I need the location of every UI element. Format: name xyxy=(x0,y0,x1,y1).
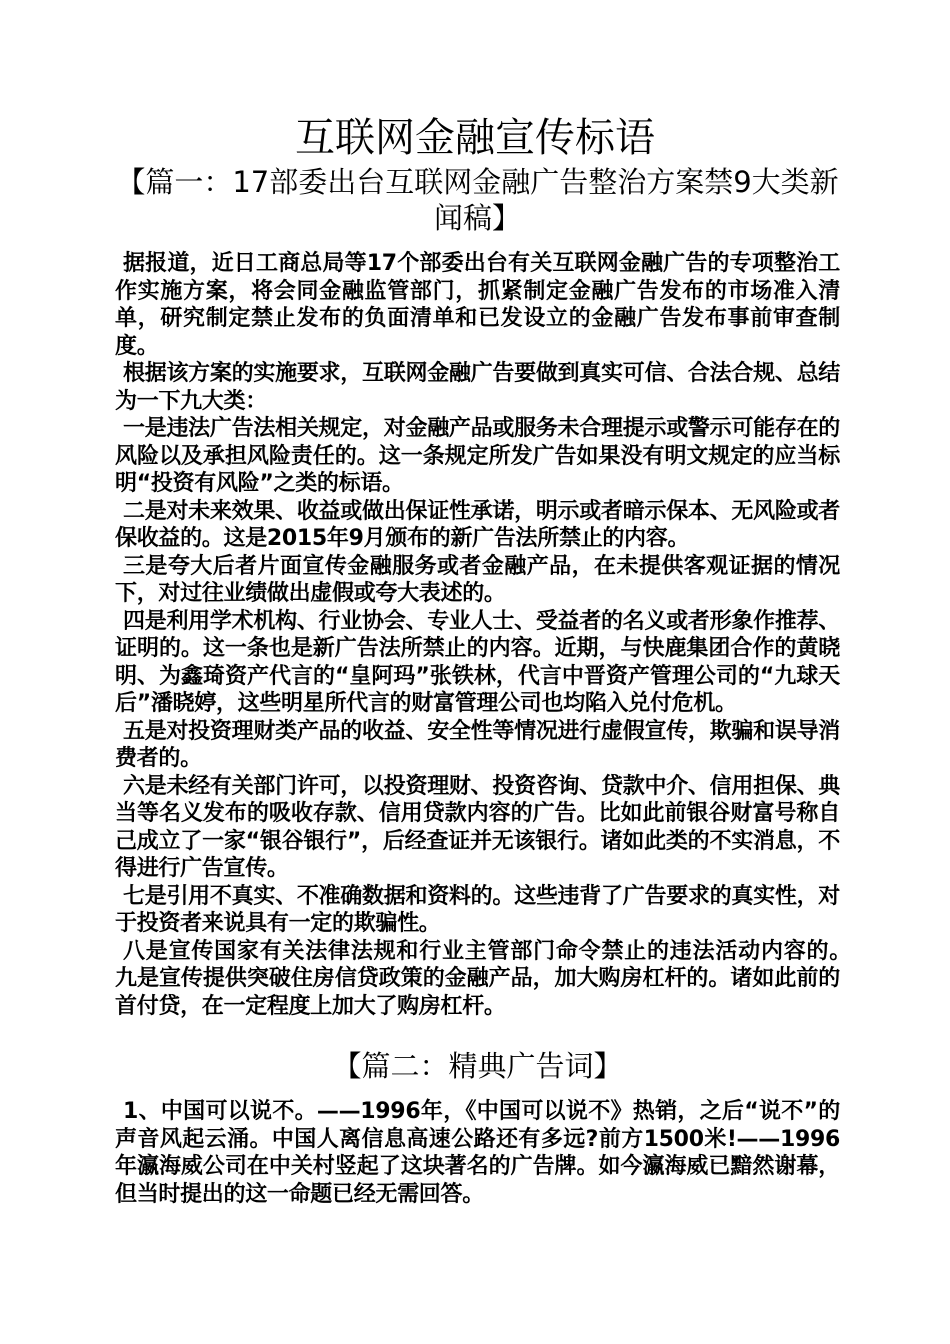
paragraph-item-7: 七是引用不真实、不准确数据和资料的。这些违背了广告要求的真实性，对于投资者来说具有一定的欺骗性。 xyxy=(115,883,840,936)
paragraph-item-6: 六是未经有关部门许可，以投资理财、投资咨询、贷款中介、信用担保、典当等名义发布的吸收存款、信用贷款内容的广告。比如此前银谷财富号称自己成立了一家“银谷银行”，后经查证并无该银行。诸如此类的不实消息，不得进行广告宣传。 xyxy=(115,773,840,881)
paragraph-item-3: 三是夸大后者片面宣传金融服务或者金融产品，在未提供客观证据的情况下，对过往业绩做出虚假或夸大表述的。 xyxy=(115,553,840,606)
paragraph-item-8-9: 八是宣传国家有关法律法规和行业主管部门命令禁止的违法活动内容的。 九是宣传提供突破住房信贷政策的金融产品，加大购房杠杆的。诸如此前的首付贷，在一定程度上加大了购房杠杆。 xyxy=(115,938,862,1019)
section-heading-1: 【篇一：17部委出台互联网金融广告整治方案禁9大类新闻稿】 xyxy=(116,165,839,235)
section-1-body xyxy=(115,250,862,1020)
paragraph-requirements: 根据该方案的实施要求，互联网金融广告要做到真实可信、合法合规、总结为一下九大类： xyxy=(115,361,840,414)
paragraph-slogan-1: 1、中国可以说不。——1996年，《中国可以说不》热销，之后“说不”的声音风起云涌。中国人离信息高速公路还有多远?前方1500米!——1996年瀛海威公司在中关村竖起了这块著名的广告牌。如今瀛海威已黯然谢幕，但当时提出的这一命题已经无需回答。 xyxy=(115,1099,840,1207)
document-title: 互联网金融宣传标语 xyxy=(295,115,655,161)
section-2-body xyxy=(115,1098,840,1208)
paragraph-item-2: 二是对未来效果、收益或做出保证性承诺，明示或者暗示保本、无风险或者保收益的。这是2015年9月颁布的新广告法所禁止的内容。 xyxy=(115,498,840,551)
section-heading-2: 【篇二：精典广告词】 xyxy=(332,1049,623,1083)
paragraph-item-5: 五是对投资理财类产品的收益、安全性等情况进行虚假宣传，欺骗和误导消费者的。 xyxy=(115,718,840,771)
paragraph-item-1: 一是违法广告法相关规定，对金融产品或服务未合理提示或警示可能存在的风险以及承担风险责任的。这一条规定所发广告如果没有明文规定的应当标明“投资有风险”之类的标语。 xyxy=(115,416,840,496)
paragraph-intro: 据报道，近日工商总局等17个部委出台有关互联网金融广告的专项整治工作实施方案，将会同金融监管部门，抓紧制定金融广告发布的市场准入清单，研究制定禁止发布的负面清单和已发设立的金融广告发布事前审查制度。 xyxy=(115,251,840,359)
paragraph-item-4: 四是利用学术机构、行业协会、专业人士、受益者的名义或者形象作推荐、证明的。这一条也是新广告法所禁止的内容。近期，与快鹿集团合作的黄晓明、为鑫琦资产代言的“皇阿玛”张铁林，代言中晋资产管理公司的“九球天后”潘晓婷，这些明星所代言的财富管理公司也均陷入兑付危机。 xyxy=(115,608,840,716)
